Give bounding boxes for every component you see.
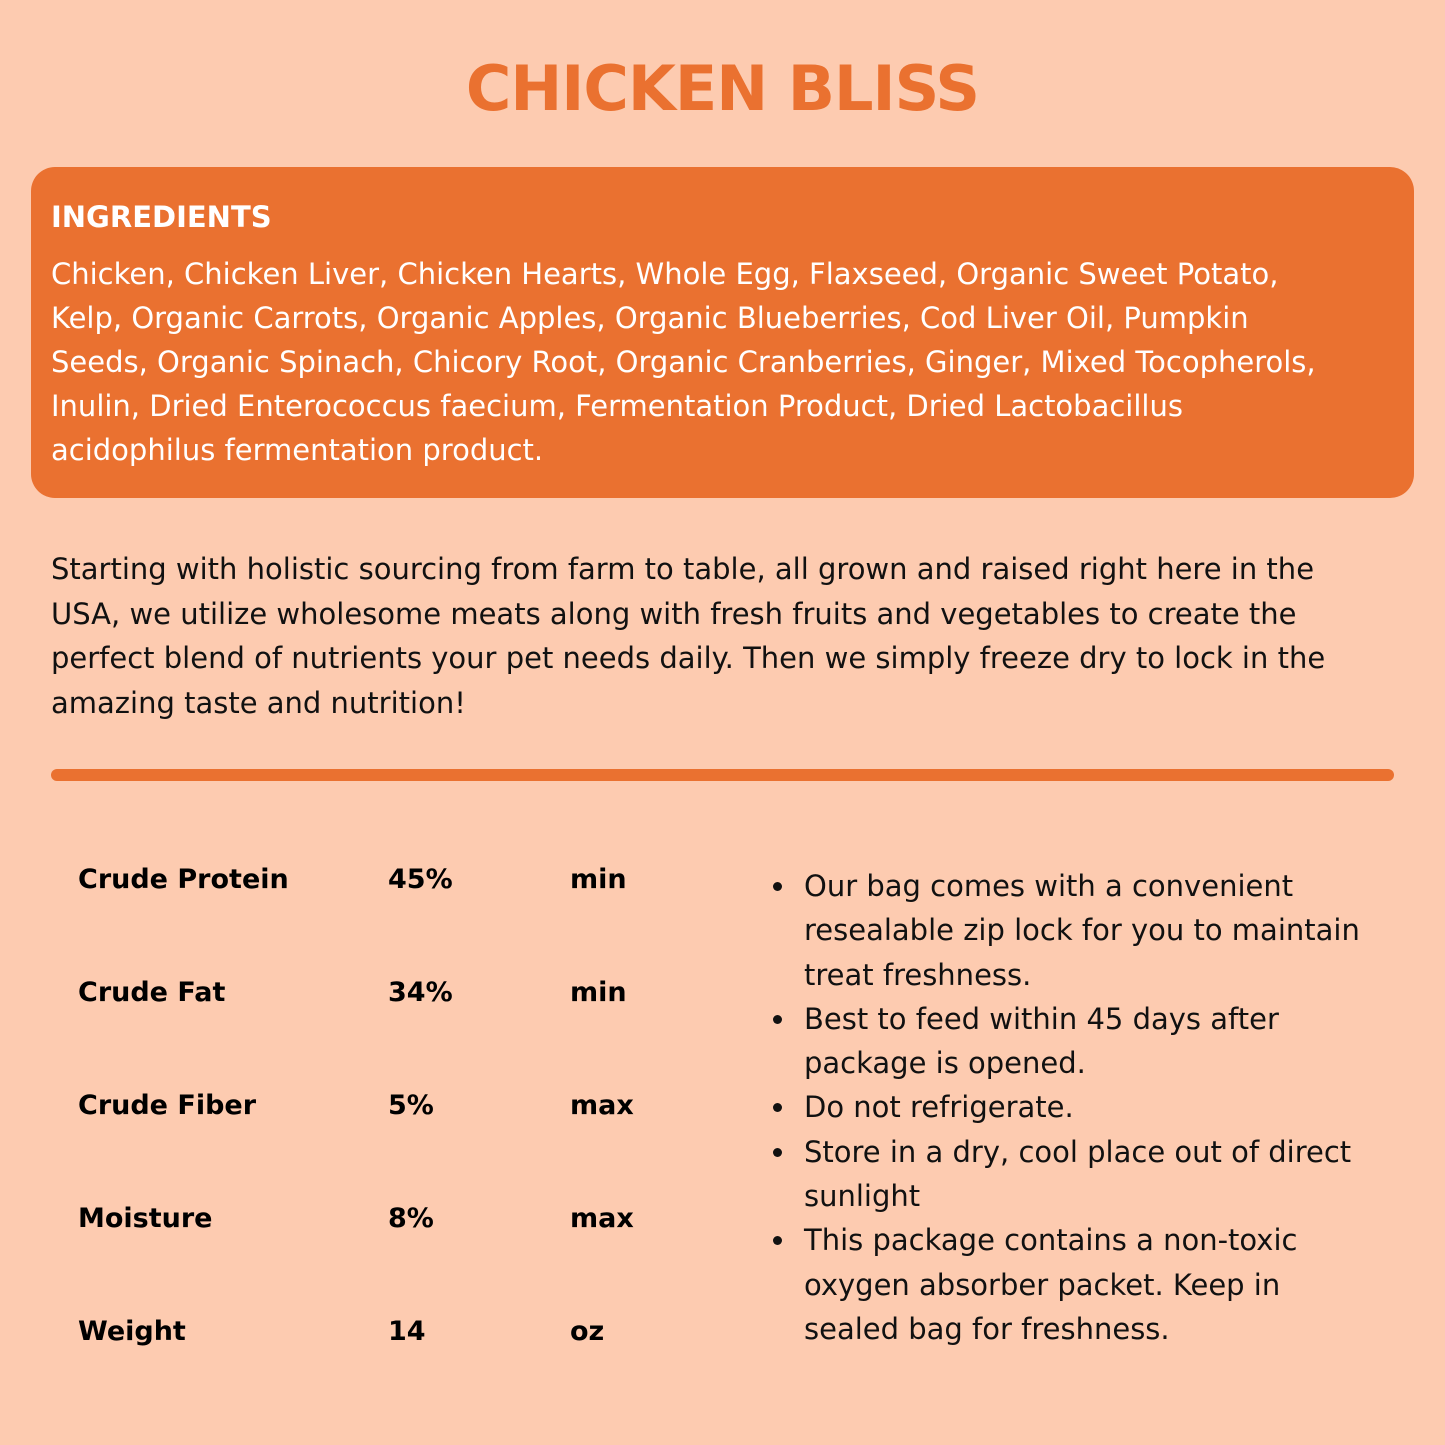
note-line: Our bag comes with a convenient — [804, 869, 1294, 903]
note-line: oxygen absorber packet. Keep in — [804, 1267, 1281, 1302]
nutrient-value: 34% — [388, 977, 453, 1008]
nutrient-qualifier: max — [570, 1090, 634, 1121]
nutrient-value: 5% — [388, 1090, 434, 1121]
storage-notes-list — [773, 864, 1403, 1351]
description-line: amazing taste and nutrition! — [51, 685, 466, 720]
bullet-icon — [773, 1148, 782, 1157]
nutrition-row — [78, 1312, 698, 1425]
note-line: This package contains a non-toxic — [804, 1223, 1298, 1258]
note-line: Store in a dry, cool place out of direct — [804, 1134, 1352, 1169]
nutrition-row — [78, 973, 698, 1086]
note-line: treat freshness. — [804, 957, 1032, 992]
note-line: sealed bag for freshness. — [804, 1311, 1170, 1346]
list-item — [773, 997, 1403, 1086]
guaranteed-analysis-table — [78, 860, 698, 1425]
nutrient-value: 14 — [388, 1316, 426, 1347]
nutrition-row — [78, 1086, 698, 1199]
nutrient-qualifier: oz — [570, 1316, 605, 1347]
ingredients-line: acidophilus fermentation product. — [51, 433, 544, 467]
nutrient-qualifier: min — [570, 977, 627, 1008]
nutrient-qualifier: min — [570, 864, 627, 895]
ingredients-heading: INGREDIENTS — [51, 200, 272, 234]
nutrient-qualifier: max — [570, 1203, 634, 1234]
description-line: USA, we utilize wholesome meats along with fresh fruits and vegetables to create the — [51, 596, 1297, 631]
note-line: resealable zip lock for you to maintain — [804, 913, 1360, 948]
ingredients-line: Kelp, Organic Carrots, Organic Apples, Organic Blueberries, Cod Liver Oil, Pumpkin — [51, 301, 1249, 335]
product-title: CHICKEN BLISS — [465, 52, 980, 125]
nutrient-name: Crude Fat — [78, 977, 226, 1008]
nutrient-name: Weight — [78, 1316, 186, 1347]
nutrient-name: Crude Protein — [78, 864, 289, 895]
bullet-icon — [773, 882, 782, 891]
list-item — [773, 1130, 1403, 1219]
list-item — [773, 1085, 1403, 1129]
note-line: package is opened. — [804, 1046, 1086, 1081]
list-item — [773, 864, 1403, 997]
section-divider — [51, 769, 1394, 781]
ingredients-line: Inulin, Dried Enterococcus faecium, Fermentation Product, Dried Lactobacillus — [51, 389, 1183, 423]
note-line: Best to feed within 45 days after — [804, 1001, 1279, 1036]
ingredients-line: Seeds, Organic Spinach, Chicory Root, Organic Cranberries, Ginger, Mixed Tocopherols, — [51, 345, 1316, 379]
description-line: perfect blend of nutrients your pet needs daily. Then we simply freeze dry to lock in the — [51, 641, 1326, 675]
note-line: sunlight — [804, 1179, 921, 1214]
bullet-icon — [773, 1236, 782, 1245]
bullet-icon — [773, 1103, 782, 1112]
ingredients-line: Chicken, Chicken Liver, Chicken Hearts, Whole Egg, Flaxseed, Organic Sweet Potato, — [51, 257, 1279, 291]
nutrient-value: 45% — [388, 864, 453, 895]
ingredients-panel — [31, 167, 1414, 498]
note-line: Do not refrigerate. — [804, 1090, 1074, 1125]
nutrient-name: Crude Fiber — [78, 1090, 257, 1121]
ingredients-text — [51, 252, 1394, 472]
list-item — [773, 1218, 1403, 1351]
nutrient-name: Moisture — [78, 1203, 213, 1234]
bullet-icon — [773, 1015, 782, 1024]
nutrition-row — [78, 860, 698, 973]
product-description — [51, 547, 1325, 725]
nutrition-row — [78, 1199, 698, 1312]
nutrient-value: 8% — [388, 1203, 434, 1234]
description-line: Starting with holistic sourcing from farm to table, all grown and raised right here in the — [51, 552, 1315, 586]
